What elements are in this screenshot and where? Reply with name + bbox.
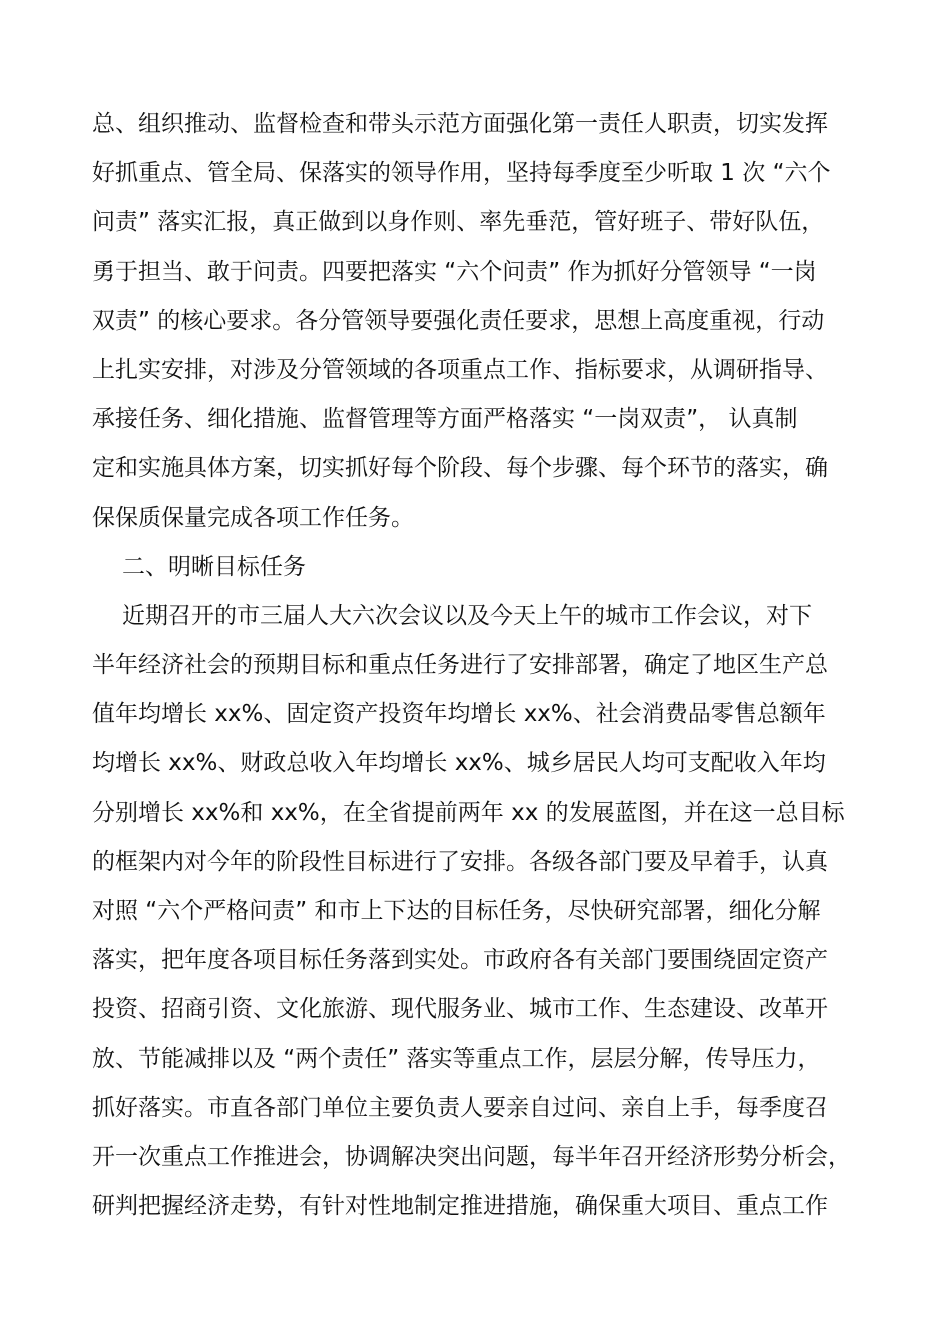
text-line: 放、节能减排以及 “两个责任” 落实等重点工作，层层分解，传导压力， xyxy=(92,1045,821,1072)
text-line: 问责” 落实汇报，真正做到以身作则、率先垂范，管好班子、带好队伍， xyxy=(92,209,825,236)
text-line: 双责” 的核心要求。各分管领导要强化责任要求，思想上高度重视，行动 xyxy=(92,307,825,334)
text-line: 半年经济社会的预期目标和重点任务进行了安排部署，确定了地区生产总 xyxy=(92,652,828,679)
text-line: 好抓重点、管全局、保落实的领导作用，坚持每季度至少听取 1 次 “六个 xyxy=(92,160,831,187)
text-line: 分别增长 xx%和 xx%，在全省提前两年 xx 的发展蓝图，并在这一总目标 xyxy=(92,799,845,826)
text-line: 的框架内对今年的阶段性目标进行了安排。各级各部门要及早着手，认真 xyxy=(92,848,828,875)
section-heading: 二、明晰目标任务 xyxy=(122,553,306,580)
text-line: 对照 “六个严格问责” 和市上下达的目标任务，尽快研究部署，细化分解 xyxy=(92,898,821,924)
text-line: 均增长 xx%、财政总收入年均增长 xx%、城乡居民人均可支配收入年均 xyxy=(92,750,826,777)
text-line: 落实，把年度各项目标任务落到实处。市政府各有关部门要围绕固定资产 xyxy=(92,947,828,974)
text-line: 保保质保量完成各项工作任务。 xyxy=(92,504,414,531)
paragraph-first-line: 近期召开的市三届人大六次会议以及今天上午的城市工作会议，对下 xyxy=(122,602,812,629)
text-line: 值年均增长 xx%、固定资产投资年均增长 xx%、社会消费品零售总额年 xyxy=(92,701,826,728)
text-line: 勇于担当、敢于问责。四要把落实 “六个问责” 作为抓好分管领导 “一岗 xyxy=(92,258,817,285)
text-line: 上扎实安排，对涉及分管领域的各项重点工作、指标要求，从调研指导、 xyxy=(92,356,828,383)
text-line: 研判把握经济走势，有针对性地制定推进措施，确保重大项目、重点工作 xyxy=(92,1193,828,1220)
text-line: 抓好落实。市直各部门单位主要负责人要亲自过问、亲自上手，每季度召 xyxy=(92,1094,828,1121)
body-text xyxy=(92,100,862,1231)
text-line: 投资、招商引资、文化旅游、现代服务业、城市工作、生态建设、改革开 xyxy=(92,996,828,1023)
text-line: 承接任务、细化措施、监督管理等方面严格落实 “一岗双责”， 认真制 xyxy=(92,406,798,433)
text-line: 定和实施具体方案，切实抓好每个阶段、每个步骤、每个环节的落实，确 xyxy=(92,455,828,482)
text-line: 总、组织推动、监督检查和带头示范方面强化第一责任人职责，切实发挥 xyxy=(92,111,828,137)
text-line: 开一次重点工作推进会，协调解决突出问题，每半年召开经济形势分析会， xyxy=(92,1143,851,1170)
